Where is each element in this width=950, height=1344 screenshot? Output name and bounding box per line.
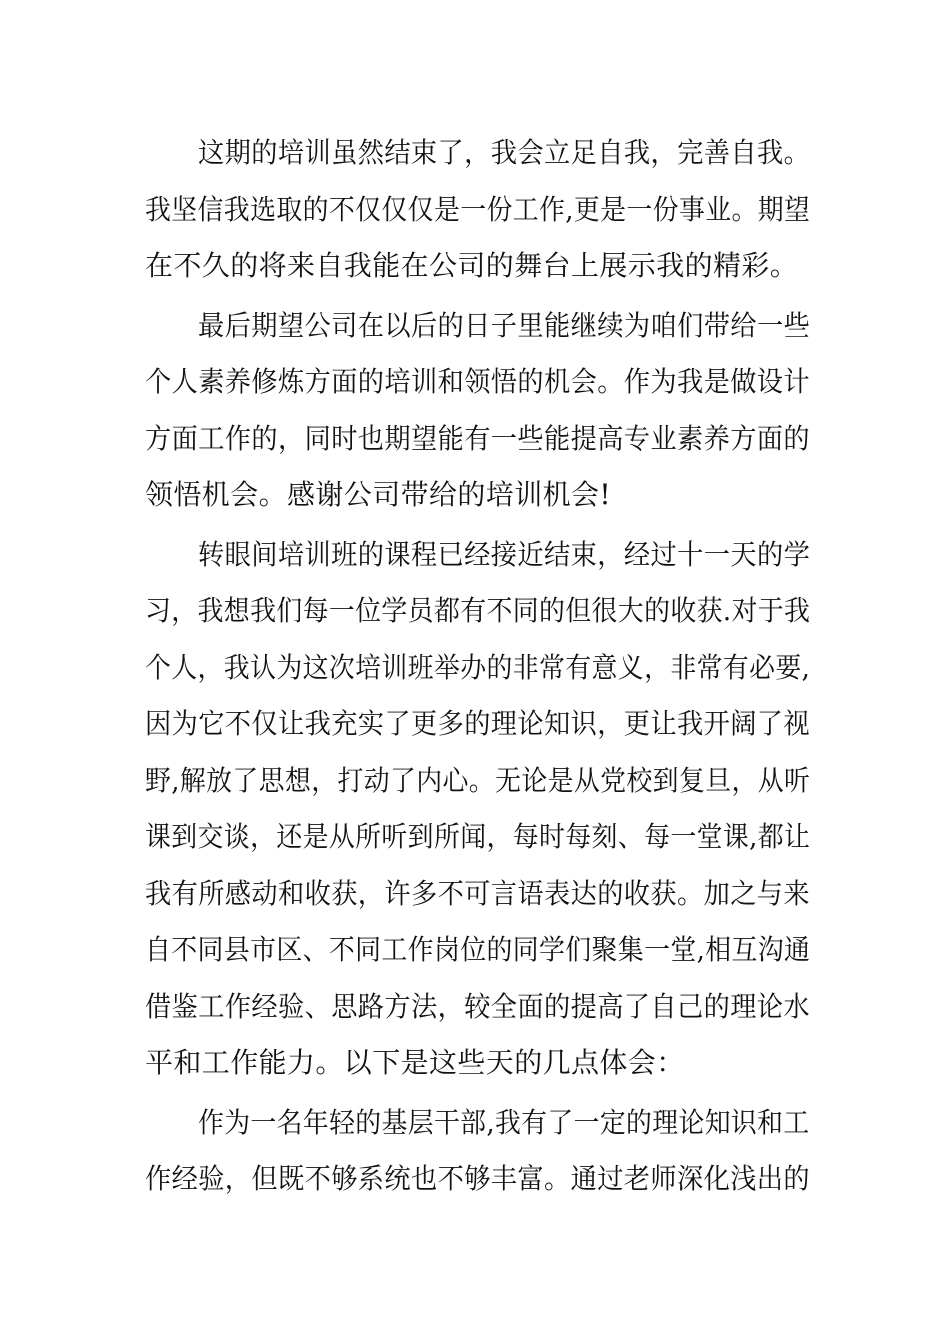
text-line: 作为一名年轻的基层干部,我有了一定的理论知识和工 bbox=[198, 1106, 810, 1139]
text-line: 野,解放了思想，打动了内心。无论是从党校到复旦，从听 bbox=[145, 764, 811, 797]
text-line: 平和工作能力。以下是这些天的几点体会： bbox=[145, 1046, 685, 1079]
text-line: 这期的培训虽然结束了，我会立足自我，完善自我。 bbox=[198, 136, 811, 169]
text-line: 转眼间培训班的课程已经接近结束，经过十一天的学 bbox=[198, 538, 811, 571]
text-line: 课到交谈，还是从所听到所闻，每时每刻、每一堂课,都让 bbox=[145, 820, 811, 853]
text-line: 方面工作的，同时也期望能有一些能提高专业素养方面的 bbox=[145, 422, 811, 455]
text-line: 习，我想我们每一位学员都有不同的但很大的收获.对于我 bbox=[145, 594, 811, 627]
text-line: 我有所感动和收获，许多不可言语表达的收获。加之与来 bbox=[145, 877, 811, 910]
text-line: 领悟机会。感谢公司带给的培训机会! bbox=[145, 478, 612, 511]
text-line: 个人，我认为这次培训班举办的非常有意义，非常有必要, bbox=[145, 651, 811, 684]
text-line: 我坚信我选取的不仅仅仅是一份工作,更是一份事业。期望 bbox=[145, 193, 811, 226]
text-line: 自不同县市区、不同工作岗位的同学们聚集一堂,相互沟通 bbox=[145, 933, 811, 966]
text-line: 最后期望公司在以后的日子里能继续为咱们带给一些 bbox=[198, 309, 811, 342]
text-line: 作经验，但既不够系统也不够丰富。通过老师深化浅出的 bbox=[145, 1162, 811, 1195]
text-line: 个人素养修炼方面的培训和领悟的机会。作为我是做设计 bbox=[145, 365, 811, 398]
text-line: 在不久的将来自我能在公司的舞台上展示我的精彩。 bbox=[145, 249, 799, 282]
text-line: 因为它不仅让我充实了更多的理论知识，更让我开阔了视 bbox=[145, 707, 811, 740]
text-line: 借鉴工作经验、思路方法，较全面的提高了自己的理论水 bbox=[145, 990, 811, 1023]
